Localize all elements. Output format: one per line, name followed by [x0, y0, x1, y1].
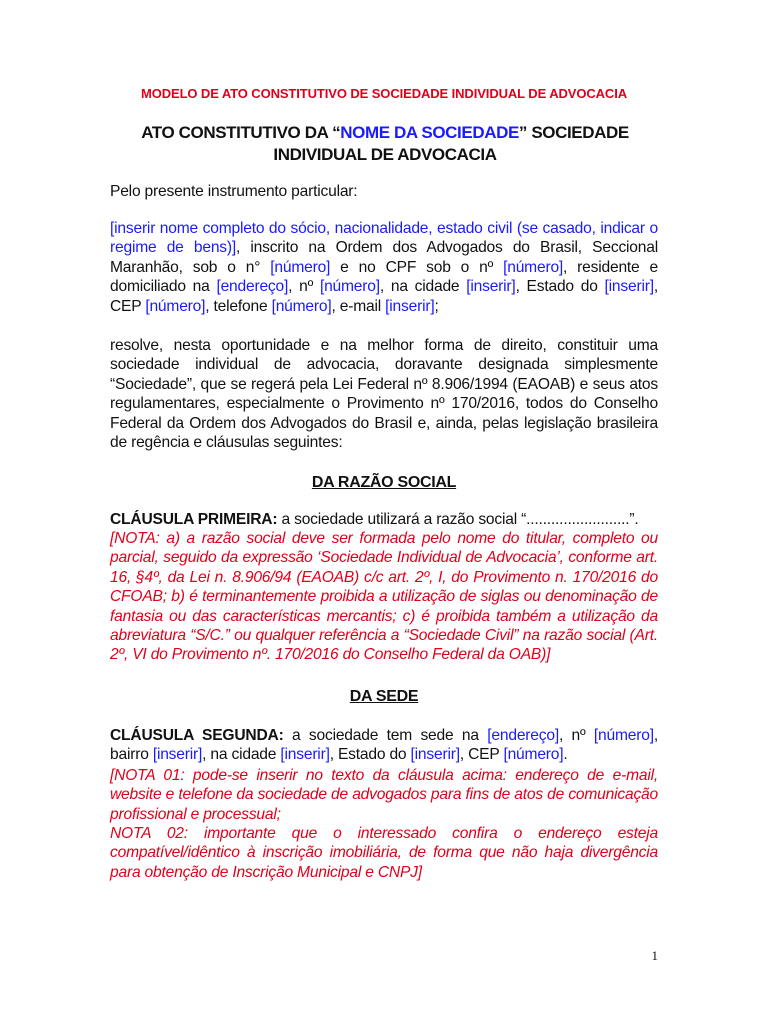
placeholder-address-number: [número] — [319, 278, 380, 296]
clause-first-label: CLÁUSULA PRIMEIRA: — [110, 511, 278, 528]
clause-second-text: , Estado do — [329, 746, 411, 764]
section-heading-sede: DA SEDE — [349, 688, 419, 705]
clause-second-text: . — [563, 746, 568, 764]
placeholder-cpf-number: [número] — [503, 258, 564, 276]
placeholder-seat-district: [inserir] — [152, 746, 203, 764]
title-suffix: ” SOCIEDADE INDIVIDUAL DE ADVOCACIA — [273, 123, 629, 164]
clause-second-text: , bairro — [110, 727, 658, 764]
placeholder-oab-number: [número] — [270, 258, 331, 276]
clause-second-note-2: NOTA 02: importante que o interessado confira o endereço esteja compatível/idêntico à inscrição imobiliária, de forma que não haja divergência para obtenção de Inscrição Municipal e CNPJ] — [110, 825, 658, 881]
party-text: ; — [434, 297, 439, 315]
intro-paragraph: Pelo presente instrumento particular: — [110, 183, 358, 200]
party-text: , residente e domiciliado na — [110, 258, 658, 296]
placeholder-state: [inserir] — [604, 278, 654, 296]
party-text: , e-mail — [331, 297, 386, 315]
clause-first-note: [NOTA: a) a razão social deve ser formada pelo nome do titular, completo ou parcial, seguido da expressão ‘Sociedade Individual de Advocacia’, conforme art. 16, §4º, da Lei n. 8.906/94 (EAOAB) c/c art. 2º, I, do Provimento n. 170/2016 do CFOAB; b) é terminantemente proibida a utilização de siglas ou denominação de fantasia ou das características mercantis; c) é proibida também a utilização da abreviatura “S/C.” ou qualquer referência a “Sociedade Civil” na razão social (Art. 2º, VI do Provimento nº. 170/2016 do Conselho Federal da OAB)] — [110, 530, 658, 664]
placeholder-seat-cep: [número] — [503, 746, 564, 764]
party-text: , CEP — [110, 278, 658, 315]
party-text: , inscrito na Ordem dos Advogados do Brasil, Seccional Maranhão, sob o n° — [110, 239, 658, 276]
clause-second-text: a sociedade tem sede na — [283, 727, 488, 744]
placeholder-cep: [número] — [145, 297, 206, 315]
model-title: MODELO DE ATO CONSTITUTIVO DE SOCIEDADE INDIVIDUAL DE ADVOCACIA — [140, 86, 628, 101]
clause-first — [110, 510, 658, 529]
clause-second-text: , na cidade — [202, 746, 281, 764]
placeholder-seat-state: [inserir] — [410, 746, 460, 764]
party-qualification-paragraph — [110, 219, 658, 316]
title-prefix: ATO CONSTITUTIVO DA “ — [141, 123, 341, 142]
clause-second-label: CLÁUSULA SEGUNDA: — [110, 727, 284, 744]
section-heading-razao-social: DA RAZÃO SOCIAL — [311, 474, 457, 491]
resolve-paragraph: resolve, nesta oportunidade e na melhor forma de direito, constituir uma sociedade individual de advocacia, doravante designada simplesmente “Sociedade”, que se regerá pela Lei Federal nº 8.906/1994 (EAOAB) e seus atos regulamentares, especialmente o Provimento nº 170/2016, todos do Conselho Federal da Ordem dos Advogados do Brasil e, ainda, pelas legislação brasileira de regência e cláusulas seguintes: — [110, 337, 658, 452]
clause-first-text: a sociedade utilizará a razão social “.........................”. — [277, 511, 639, 528]
placeholder-seat-city: [inserir] — [280, 746, 330, 764]
title-company-name-placeholder: NOME DA SOCIEDADE — [340, 123, 519, 142]
clause-second-text: , CEP — [459, 746, 504, 764]
placeholder-address: [endereço] — [216, 278, 289, 296]
party-text: , telefone — [205, 297, 272, 315]
clause-second-note-1: [NOTA 01: pode-se inserir no texto da cláusula acima: endereço de e-mail, website e telefone da sociedade de advogados para fins de atos de comunicação profissional e processual; — [110, 767, 658, 823]
placeholder-partner-details: [inserir nome completo do sócio, nacionalidade, estado civil (se casado, indicar o regime de bens)] — [110, 220, 658, 257]
party-text: e no CPF sob o nº — [330, 258, 504, 276]
placeholder-seat-number: [número] — [593, 727, 654, 744]
placeholder-email: [inserir] — [385, 297, 435, 315]
placeholder-seat-address: [endereço] — [487, 727, 559, 744]
clause-second — [110, 726, 658, 765]
page-number: 1 — [651, 948, 658, 963]
party-text: , nº — [288, 278, 320, 296]
placeholder-phone: [número] — [271, 297, 332, 315]
document-title — [105, 122, 665, 166]
party-text: , na cidade — [379, 278, 467, 296]
party-text: , Estado do — [515, 278, 605, 296]
clause-second-text: , nº — [558, 727, 594, 744]
placeholder-city: [inserir] — [466, 278, 516, 296]
